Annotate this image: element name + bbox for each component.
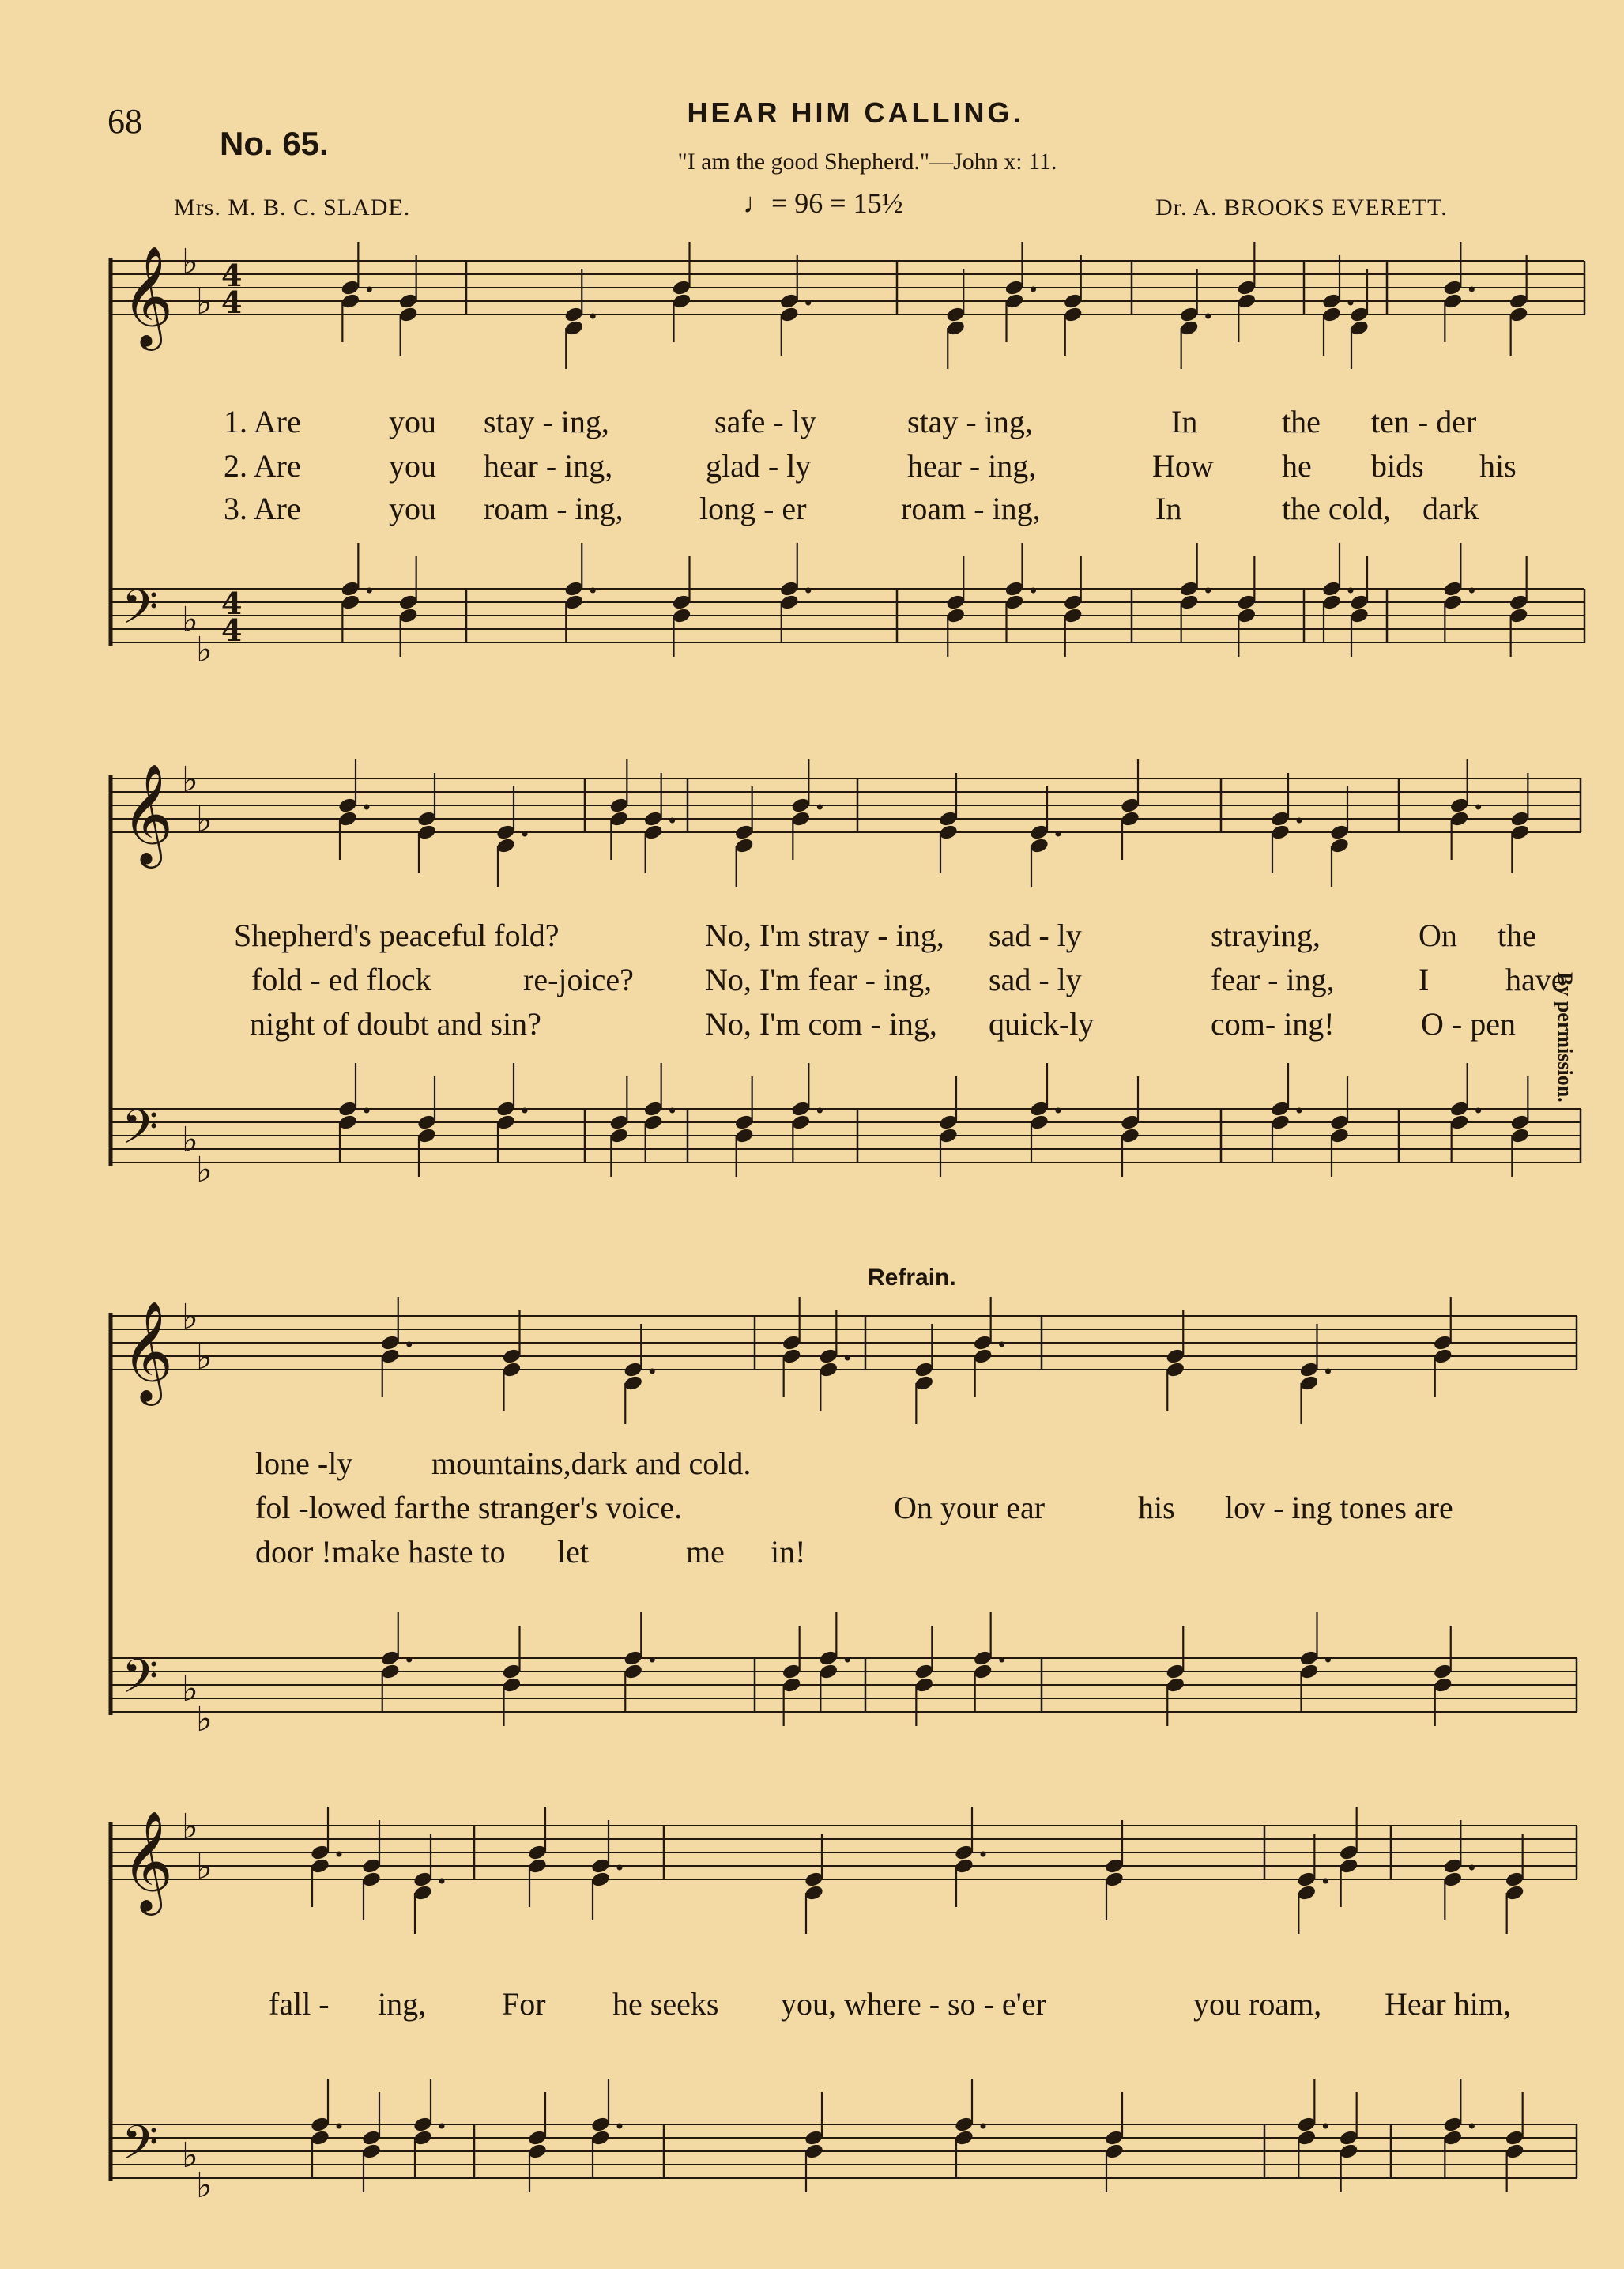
note-dot xyxy=(817,1108,823,1114)
note-dot xyxy=(1469,287,1475,292)
lyric-word: in! xyxy=(771,1534,806,1570)
note-dot xyxy=(1031,287,1036,292)
time-signature-digit: 4 xyxy=(221,258,243,293)
note-dot xyxy=(1056,1108,1061,1114)
treble-clef-icon: 𝄞 xyxy=(122,763,174,864)
lyric-word: No, I'm stray - ing, xyxy=(705,918,944,953)
lyric-word: bids xyxy=(1371,448,1424,484)
flat-icon: ♭ xyxy=(196,1337,213,1378)
note-dot xyxy=(367,287,372,292)
lyric-word: On xyxy=(1419,918,1457,953)
lyric-word: dark xyxy=(1422,491,1479,526)
lyric-word: roam - ing, xyxy=(901,491,1041,526)
note-dot xyxy=(1297,1108,1302,1114)
treble-clef-icon: 𝄞 xyxy=(122,1810,174,1911)
lyric-word: com- ing! xyxy=(1211,1006,1335,1042)
lyric-word: On your ear xyxy=(894,1490,1046,1525)
note-dot xyxy=(1056,831,1061,837)
note-dot xyxy=(1323,1879,1328,1884)
lyric-word: No, I'm com - ing, xyxy=(705,1006,937,1042)
flat-icon: ♭ xyxy=(196,1847,213,1887)
note-dot xyxy=(1475,1108,1481,1114)
lyric-word: he xyxy=(1282,448,1312,484)
lyric-word: How xyxy=(1152,448,1214,484)
note-dot xyxy=(590,314,596,319)
lyric-word: O - pen xyxy=(1421,1006,1516,1042)
note-dot xyxy=(845,1355,850,1361)
note-dot xyxy=(439,2124,445,2129)
lyric-word: fold - ed flock xyxy=(251,962,431,997)
flat-icon: ♭ xyxy=(182,1120,198,1160)
lyric-word: In xyxy=(1155,491,1182,526)
lyric-word: fall - xyxy=(269,1986,330,2022)
lyric-word: Shepherd's peaceful fold? xyxy=(234,918,560,953)
lyric-word: the xyxy=(1282,404,1321,439)
flat-icon: ♭ xyxy=(196,1150,213,1190)
lyric-word: For xyxy=(502,1986,546,2022)
flat-icon: ♭ xyxy=(182,1669,198,1709)
lyric-word: you roam, xyxy=(1193,1986,1322,2022)
lyric-word: In xyxy=(1171,404,1198,439)
note-dot xyxy=(617,2124,623,2129)
lyric-word: 2. Are xyxy=(224,448,301,484)
note-dot xyxy=(1348,300,1354,306)
note-dot xyxy=(406,1657,412,1663)
lyric-word: safe - ly xyxy=(714,404,816,439)
lyric-word: fear - ing, xyxy=(1211,962,1335,997)
note-dot xyxy=(590,588,596,594)
lyric-word: his xyxy=(1479,448,1517,484)
flat-icon: ♭ xyxy=(196,800,213,840)
note-dot xyxy=(1205,588,1211,594)
note-dot xyxy=(669,1108,675,1114)
lyric-word: stay - ing, xyxy=(484,404,609,439)
lyric-word: 3. Are xyxy=(224,491,301,526)
note-dot xyxy=(1205,314,1211,319)
lyric-word: you, where - so - e'er xyxy=(781,1986,1046,2022)
refrain-label: Refrain. xyxy=(868,1265,956,1291)
note-dot xyxy=(1469,1865,1475,1871)
note-dot xyxy=(337,1852,342,1857)
note-dot xyxy=(522,1108,528,1114)
note-dot xyxy=(337,2124,342,2129)
note-dot xyxy=(1475,805,1481,810)
lyric-word: have xyxy=(1505,962,1566,997)
lyric-word: hear - ing, xyxy=(907,448,1037,484)
note-dot xyxy=(1469,2124,1475,2129)
lyric-word: sad - ly xyxy=(989,918,1082,953)
lyric-word: 1. Are xyxy=(224,404,301,439)
flat-icon: ♭ xyxy=(196,282,213,322)
note-dot xyxy=(1031,588,1036,594)
flat-icon: ♭ xyxy=(182,759,198,800)
note-dot xyxy=(1348,588,1354,594)
lyric-word: roam - ing, xyxy=(484,491,624,526)
note-dot xyxy=(1325,1369,1331,1374)
note-dot xyxy=(805,300,811,306)
note-dot xyxy=(845,1657,850,1663)
bass-clef-icon: 𝄢 xyxy=(122,579,159,646)
lyric-word: you xyxy=(389,491,436,526)
lyric-word: night of doubt and sin? xyxy=(250,1006,541,1042)
lyric-word: lov - ing tones are xyxy=(1225,1490,1453,1525)
treble-clef-icon: 𝄞 xyxy=(122,245,174,346)
lyric-word: hear - ing, xyxy=(484,448,613,484)
note-dot xyxy=(817,805,823,810)
bass-clef-icon: 𝄢 xyxy=(122,2115,159,2181)
note-dot xyxy=(999,1657,1004,1663)
flat-icon: ♭ xyxy=(196,2165,213,2206)
lyric-word: fol -lowed far xyxy=(255,1490,429,1525)
lyric-word: his xyxy=(1138,1490,1175,1525)
time-signature-digit: 4 xyxy=(221,285,243,320)
note-dot xyxy=(650,1369,655,1374)
flat-icon: ♭ xyxy=(182,600,198,640)
lyric-word: let xyxy=(557,1534,589,1570)
note-dot xyxy=(805,588,811,594)
page-number: 68 xyxy=(107,102,142,141)
lyric-word: the cold, xyxy=(1282,491,1391,526)
lyric-word: No, I'm fear - ing, xyxy=(705,962,933,997)
hymn-title: HEAR HIM CALLING. xyxy=(687,96,1024,129)
note-dot xyxy=(999,1342,1004,1347)
note-dot xyxy=(1325,1657,1331,1663)
quarter-note-icon: ♩ xyxy=(743,187,771,219)
flat-icon: ♭ xyxy=(182,242,198,282)
note-dot xyxy=(981,2124,986,2129)
scripture-reference: "I am the good Shepherd."—John x: 11. xyxy=(677,149,1057,175)
lyric-word: door !make haste to xyxy=(255,1534,506,1570)
lyricist-credit: Mrs. M. B. C. SLADE. xyxy=(174,194,411,220)
lyric-word: you xyxy=(389,448,436,484)
note-dot xyxy=(364,1108,370,1114)
lyric-word: lone -ly xyxy=(255,1445,353,1481)
flat-icon: ♭ xyxy=(182,2135,198,2176)
flat-icon: ♭ xyxy=(196,630,213,670)
note-dot xyxy=(364,805,370,810)
lyric-word: long - er xyxy=(699,491,807,526)
note-dot xyxy=(522,831,528,837)
flat-icon: ♭ xyxy=(196,1699,213,1739)
lyric-word: straying, xyxy=(1211,918,1321,953)
lyric-word: you xyxy=(389,404,436,439)
note-dot xyxy=(617,1865,623,1871)
note-dot xyxy=(406,1342,412,1347)
lyric-word: quick-ly xyxy=(989,1006,1095,1042)
note-dot xyxy=(1323,2124,1328,2129)
lyric-word: re-joice? xyxy=(523,962,634,997)
tempo-text: = 96 = 15½ xyxy=(771,187,903,219)
lyric-word: sad - ly xyxy=(989,962,1082,997)
bass-clef-icon: 𝄢 xyxy=(122,1099,159,1166)
flat-icon: ♭ xyxy=(182,1807,198,1847)
hymn-number: No. 65. xyxy=(220,125,329,162)
lyric-word: the xyxy=(1498,918,1536,953)
time-signature-digit: 4 xyxy=(221,586,243,621)
treble-clef-icon: 𝄞 xyxy=(122,1300,174,1401)
permission-note: By permission. xyxy=(1554,972,1577,1102)
note-dot xyxy=(1469,588,1475,594)
note-dot xyxy=(650,1657,655,1663)
lyric-word: I xyxy=(1419,962,1430,997)
lyric-word: the stranger's voice. xyxy=(431,1490,683,1525)
lyric-word: glad - ly xyxy=(706,448,812,484)
lyric-word: ing, xyxy=(378,1986,427,2022)
lyric-word: stay - ing, xyxy=(907,404,1033,439)
note-dot xyxy=(669,818,675,824)
time-signature-digit: 4 xyxy=(221,612,243,648)
lyric-word: he seeks xyxy=(612,1986,719,2022)
composer-credit: Dr. A. BROOKS EVERETT. xyxy=(1155,194,1448,220)
flat-icon: ♭ xyxy=(182,1297,198,1337)
bass-clef-icon: 𝄢 xyxy=(122,1649,159,1715)
lyric-word: ten - der xyxy=(1371,404,1477,439)
lyric-word: Hear him, xyxy=(1385,1986,1511,2022)
note-dot xyxy=(439,1879,445,1884)
note-dot xyxy=(981,1852,986,1857)
note-dot xyxy=(1297,818,1302,824)
note-dot xyxy=(367,588,372,594)
lyric-word: mountains,dark and cold. xyxy=(431,1445,752,1481)
lyric-word: me xyxy=(686,1534,725,1570)
